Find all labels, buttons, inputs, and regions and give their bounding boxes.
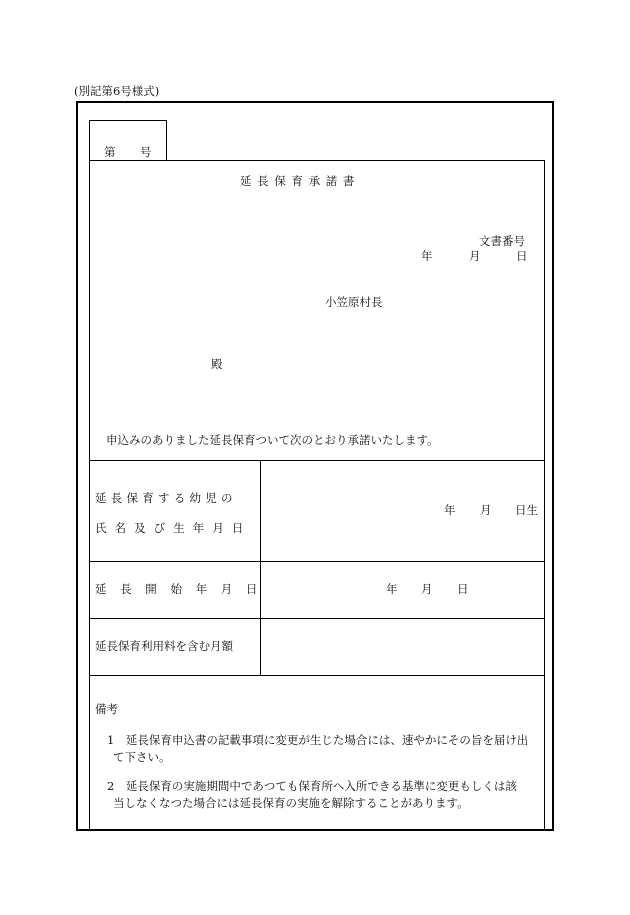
document-title: 延 長 保 育 承 諾 書: [240, 174, 356, 188]
table-row1-bottom: [89, 561, 545, 562]
start-date-label: 延 長 開 始 年 月 日: [95, 582, 263, 596]
table-top-line: [89, 460, 545, 461]
remark-1-line1: 1 延長保育申込書の記載事項に変更が生じた場合には、速やかにその旨を届け出: [107, 733, 529, 747]
inner-left-line: [89, 160, 90, 831]
form-outer-border: [76, 101, 554, 831]
inner-top-line: [89, 160, 545, 161]
inner-right-line: [544, 160, 545, 831]
body-text: 申込みのありました延長保育ついて次のとおり承諾いたします。: [106, 433, 439, 447]
number-dai: 第: [104, 145, 116, 159]
start-day: 日: [457, 582, 469, 596]
date-year: 年: [421, 249, 433, 263]
birth-day: 日生: [515, 503, 538, 517]
child-label-line2: 氏 名 及 び 生 年 月 日: [95, 521, 246, 535]
table-row2-bottom: [89, 618, 545, 619]
issuer-name: 小笠原村長: [325, 295, 383, 309]
remarks-heading: 備考: [95, 702, 118, 716]
doc-number-label: 文書番号: [479, 234, 525, 248]
child-label-line1: 延 長 保 育 す る 幼 児 の: [95, 491, 233, 505]
remark-2-line1: 2 延長保育の実施期間中であつても保育所へ入所できる基準に変更もしくは該: [107, 779, 517, 793]
monthly-fee-label: 延長保育利用料を含む月額: [95, 639, 233, 653]
remark-1-line2: て下さい。: [113, 750, 171, 764]
date-day: 日: [516, 249, 528, 263]
form-id: (別記第6号様式): [74, 84, 160, 98]
birth-year: 年: [444, 503, 456, 517]
addressee-suffix: 殿: [211, 357, 223, 371]
date-month: 月: [469, 249, 481, 263]
birth-month: 月: [480, 503, 492, 517]
number-box: [89, 120, 167, 161]
start-year: 年: [386, 582, 398, 596]
remark-2-line2: 当しなくなつた場合には延長保育の実施を解除することがあります。: [113, 796, 469, 810]
start-month: 月: [421, 582, 433, 596]
table-bottom-line: [89, 675, 545, 676]
table-column-divider: [260, 460, 261, 676]
number-go: 号: [140, 145, 152, 159]
